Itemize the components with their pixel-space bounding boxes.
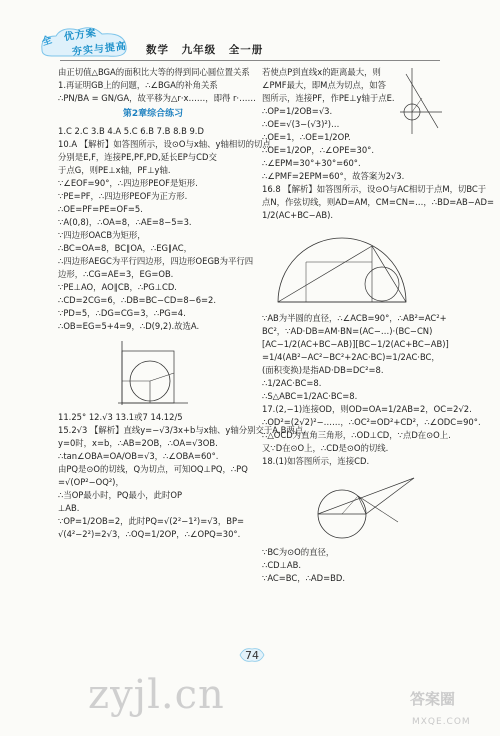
answer-line: 15.2√3 【解析】直线y=−√3/3x+b与x轴、y轴分别交于A,B两点， (58, 425, 312, 436)
answer-line: ∴OB=EG=5+4=9，∴D(9,2).故选A. (58, 321, 200, 332)
answer-line: ∵OP=1/2OB=2，此时PQ=√(2²−1²)=√3，BP= (58, 516, 245, 527)
brand-logo (38, 26, 130, 60)
answer-line: 16.8 【解析】如答图所示，设⊙O与AC相切于点M，切BC于 (262, 184, 487, 195)
answer-line: ⊥AB. (58, 503, 80, 514)
answer-line: 点N，作弦切线，则AD=AM，CM=CN=…，∴BD=AB−AD= (262, 197, 494, 208)
answer-line: =√(OP²−OQ²)， (58, 477, 124, 488)
answer-line: ∴∠PMF=2EPM=60°，故答案为2√3. (262, 171, 405, 182)
answer-line: ∴OE=PF=PE=OF=5. (58, 204, 143, 215)
page-number-text: 74 (245, 649, 259, 662)
answer-line: 18.(1)如答图所示，连接CD. (262, 456, 370, 467)
logo-char: 全 (40, 34, 54, 49)
answer-line: ∵AC=BC，∴AD=BD. (262, 573, 345, 584)
answer-line: (面积变换)是指AD·DB=DC²=8. (262, 365, 384, 376)
page-number (238, 645, 266, 665)
logo-line-2: 夯实与提高 (71, 41, 128, 58)
section-title: 第2章综合练习 (122, 109, 184, 120)
answer-line: 1/2(AC+BC−AB). (262, 210, 334, 221)
answer-line: ∴OE=√(3−(√3)²)… (262, 119, 340, 130)
answer-line: ∴∠EPM=30°+30°=60°. (262, 158, 361, 169)
answer-line: 17.(2,−1)连接OD，则OD=OA=1/2AB=2，OC=2√2. (262, 404, 472, 415)
answer-line: ∵PD=5，∴DG=CG=3，∴PG=4. (58, 308, 186, 319)
answer-line: 1.C 2.C 3.B 4.A 5.C 6.B 7.B 8.B 9.D (58, 125, 204, 136)
answer-line: [AC−1/2(AC+BC−AB)][BC−1/2(AC+BC−AB)] (262, 339, 449, 350)
answer-line: ∴OD²=(2√2)²−……，∴OC²=OD²+CD²，∴∠ODC=90°. (262, 417, 481, 428)
answer-line: 11.25° 12.√3 13.1或7 14.12/5 (58, 412, 183, 423)
answer-line: ∴S△ABC=1/2AC·BC=8. (262, 391, 358, 402)
answer-line: 10.A 【解析】如答图所示，设⊙O与x轴、y轴相切的切点 (58, 139, 271, 149)
answer-line: 边形，∴CG=AE=3，EG=OB. (58, 269, 174, 280)
book-title: 数学 九年级 全一册 (146, 44, 264, 56)
answer-line: ∴OE=1，∴OE=1/2OP. (262, 132, 351, 143)
figure-q15 (398, 66, 444, 136)
answer-line: ∴1/2AC·BC=8. (262, 378, 322, 389)
answer-line: ∴△OCD为直角三角形，∴OD⊥CD，∵点D在⊙O上. (262, 430, 451, 441)
header-divider (60, 60, 440, 61)
answer-line: ∵PE=PF，∴四边形PEOF为正方形. (58, 191, 188, 202)
watermark-zyjl: zyjl.cn (88, 672, 225, 718)
answer-line: ∴tan∠OBA=OA/OB=√3，∴∠OBA=60°. (58, 451, 219, 462)
answer-line: ∴OE=1/2OP，∴∠OPE=30°. (262, 145, 375, 156)
answer-line: ∴CD⊥AB. (262, 560, 302, 571)
answer-line: ∴PN/BA = GN/GA，故平移为△r·x……，即得 r·…… (58, 93, 256, 104)
right-column (262, 66, 494, 585)
answer-line: 分别是E,F，连接PE,PF,PD,延长EP与CD交 (58, 152, 217, 163)
semicircle-incircle-diagram (262, 226, 442, 308)
answer-line: ∴四边形AEGC为平行四边形，四边形OEGB为平行四 (58, 256, 254, 267)
answer-line: ∵A(0,8)，∴OA=8，∴AE=8−5=3. (58, 217, 192, 228)
answer-line: 由正切值△BGA的面积比大等的得到同心圆位置关系 (58, 67, 250, 77)
answer-line: 图所示，连接PF，作PE⊥y轴于点E. (262, 93, 395, 104)
answer-line: 又∵D在⊙O上，∴CD是⊙O的切线. (262, 443, 389, 454)
figure-q10 (58, 337, 248, 407)
answer-line: ∵∠EOF=90°，∴四边形PEOF是矩形. (58, 178, 198, 189)
answer-line: 若使点P到直线x的距离最大，则 (262, 67, 381, 77)
answer-line: ∴CD=2CG=6，∴DB=BC−CD=8−6=2. (58, 295, 217, 306)
answer-line: 于点G，则PE⊥x轴，PF⊥y轴. (58, 165, 171, 176)
answer-line: ∵PE⊥AO，AO∥CB，∴PG⊥CD. (58, 282, 177, 293)
answer-line: ∴当OP最小时，PQ最小，此时OP (58, 490, 183, 501)
answer-line: y=0时，x=b，∴AB=2OB，∴OA=√3OB. (58, 438, 218, 449)
figure-q16 (262, 226, 442, 308)
watermark-stamp: 答案圈 (410, 690, 456, 708)
page-header (0, 0, 500, 64)
answer-line: 1.再证明GB上的问题，∴∠BGA的补角关系 (58, 80, 218, 91)
answer-line: ∴OP=1/2OB=√3. (262, 106, 333, 117)
answer-line: 由PQ是⊙O的切线，Q为切点，可知OQ⊥PQ，∴PQ (58, 464, 248, 475)
answer-line: ∵AB为半圆的直径，∴∠ACB=90°，∴AB²=AC²+ (262, 313, 447, 324)
figure-q18 (262, 472, 442, 542)
answer-line: ∵四边形OACB为矩形， (58, 230, 146, 241)
answer-line: BC²，∵AD·DB=AM·BN=(AC−…)·(BC−CN) (262, 326, 433, 337)
answer-line: ∵BC为⊙O的直径， (262, 547, 335, 558)
answer-line: ∠PMF最大，即M点为切点，如答 (262, 80, 386, 91)
answer-line: =1/4(AB²−AC²−BC²+2AC·BC)=1/2AC·BC， (262, 352, 440, 363)
answer-line: ∴BC=OA=8，BC∥OA，∴EG∥AC， (58, 243, 192, 254)
logo-line-1: 优方案 (63, 27, 98, 44)
watermark-site: MXQE.COM (412, 717, 471, 727)
answer-line: √(4²−2²)=2√3，∴OQ=1/2OP，∴∠OPQ=30°. (58, 529, 241, 540)
coordinate-circle-diagram (58, 337, 248, 407)
circle-tangent-diagram (262, 472, 442, 542)
